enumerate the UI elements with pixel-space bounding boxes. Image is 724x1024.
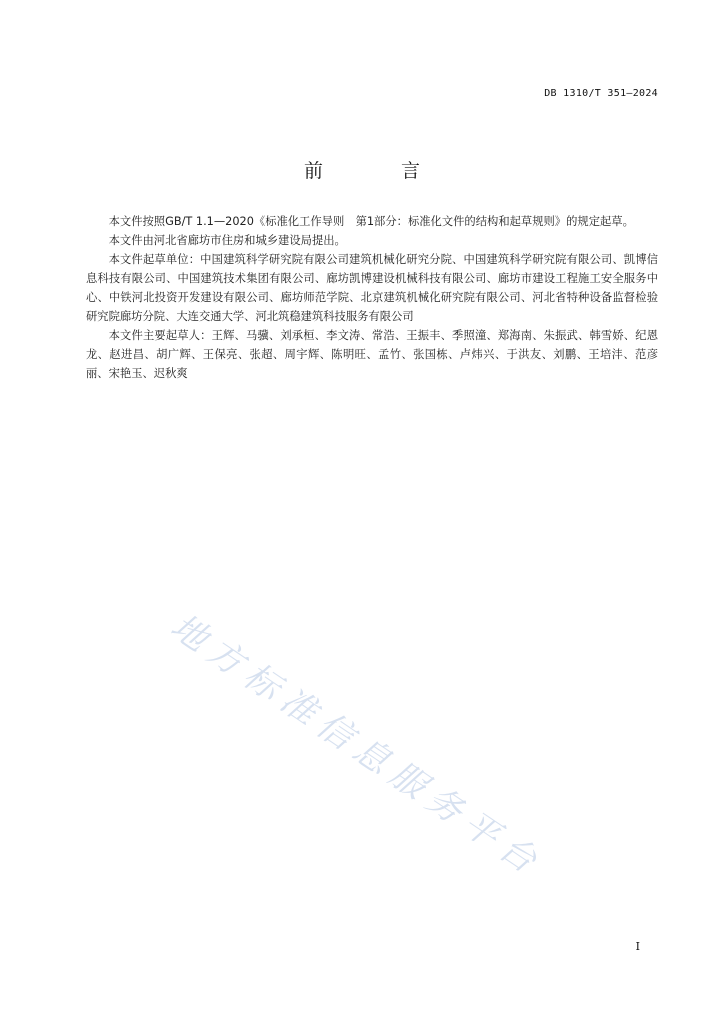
page-title: 前 言: [303, 160, 457, 182]
page-number: I: [635, 940, 640, 953]
document-body: [86, 212, 658, 383]
watermark: 地方标准信息服务平台: [163, 606, 551, 886]
paragraph-drafting-basis: 本文件按照GB/T 1.1—2020《标准化工作导则 第1部分：标准化文件的结构和起草规则》的规定起草。: [108, 215, 634, 228]
paragraph-drafting-units: 本文件起草单位：中国建筑科学研究院有限公司建筑机械化研究分院、中国建筑科学研究院有限公司、凯博信息科技有限公司、中国建筑技术集团有限公司、廊坊凯博建设机械科技有限公司、廊坊市建设工程施工安全服务中心、中铁河北投资开发建设有限公司、廊坊师范学院、北京建筑机械化研究院有限公司、河北省特种设备监督检验研究院廊坊分院、大连交通大学、河北筑稳建筑科技服务有限公司: [86, 253, 658, 323]
standard-code: DB 1310/T 351—2024: [544, 88, 658, 99]
paragraph-proposer: 本文件由河北省廊坊市住房和城乡建设局提出。: [108, 234, 346, 247]
paragraph-main-drafters: 本文件主要起草人：王辉、马骥、刘承桓、李文涛、常浩、王振丰、季照潼、郑海南、朱振武、韩雪娇、纪恩龙、赵进昌、胡广辉、王保亮、张超、周宇辉、陈明旺、孟竹、张国栋、卢炜兴、于洪友、刘鹏、王培沣、范彦丽、宋艳玉、迟秋爽: [86, 329, 658, 380]
